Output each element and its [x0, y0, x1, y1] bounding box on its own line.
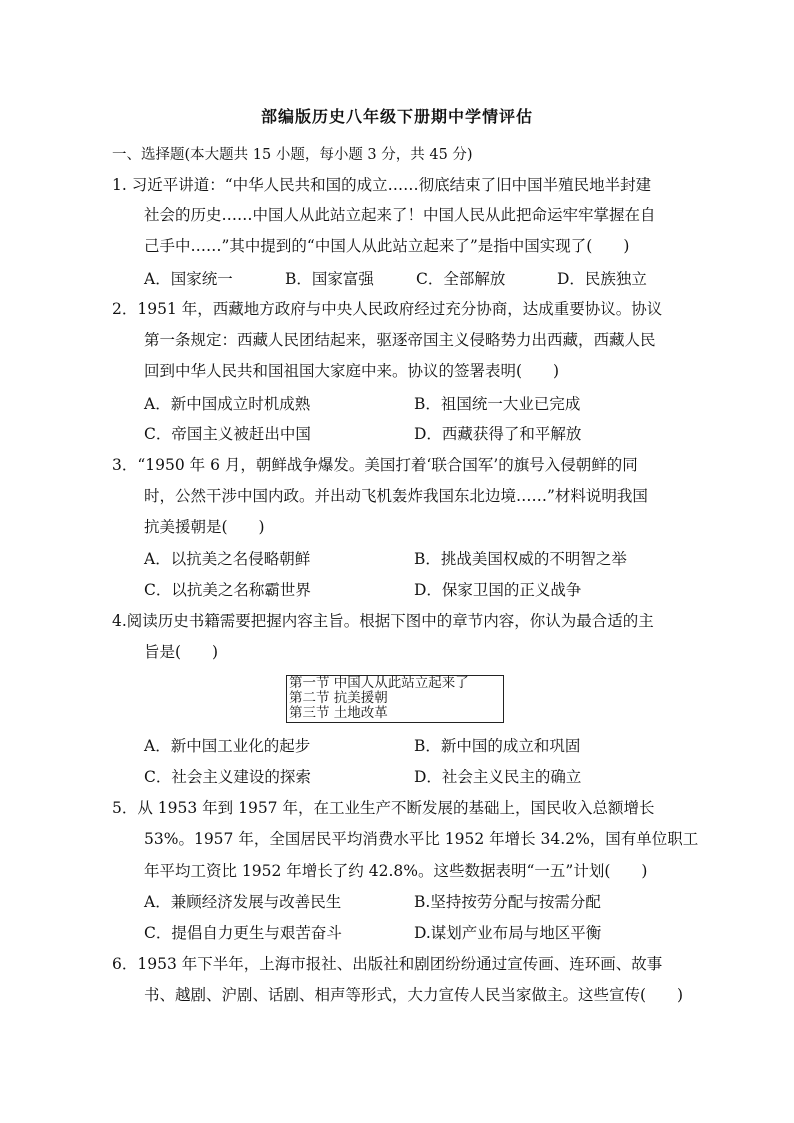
question-text-line: 书、越剧、沪剧、话剧、相声等形式，大力宣传人民当家做主。这些宣传( ) [144, 986, 684, 1004]
option-d[interactable]: D．保家卫国的正义战争 [414, 581, 582, 599]
option-b[interactable]: B．新中国的成立和巩固 [414, 737, 581, 755]
option-c[interactable]: C．帝国主义被赶出中国 [144, 425, 311, 443]
section-heading: 一、选择题(本大题共 15 小题，每小题 3 分，共 45 分) [112, 147, 473, 163]
option-d[interactable]: D．西藏获得了和平解放 [414, 425, 582, 443]
question-text-line: 第一条规定：西藏人民团结起来，驱逐帝国主义侵略势力出西藏，西藏人民 [144, 331, 656, 349]
option-b[interactable]: B．祖国统一大业已完成 [414, 395, 581, 413]
option-a[interactable]: A．国家统一 [144, 270, 233, 288]
question-text-line: 抗美援朝是( ) [144, 518, 265, 536]
question-number: 4.阅读历史书籍需要把握内容主旨。根据下图中的章节内容，你认为最合适的主 [112, 612, 654, 630]
option-d[interactable]: D．社会主义民主的确立 [414, 768, 582, 786]
chapter-section-1: 第一节 中国人从此站立起来了 [289, 675, 469, 691]
option-c[interactable]: C．全部解放 [416, 270, 506, 288]
question-text-line: 时，公然干涉中国内政。并出动飞机轰炸我国东北边境……”材料说明我国 [144, 487, 648, 505]
question-text-line: 年平均工资比 1952 年增长了约 42.8%。这些数据表明“一五”计划( ) [144, 862, 648, 880]
question-number: 3．“1950 年 6 月，朝鲜战争爆发。美国打着‘联合国军’的旗号入侵朝鲜的同 [112, 456, 638, 474]
question-text-line: “1950 年 6 月，朝鲜战争爆发。美国打着‘联合国军’的旗号入侵朝鲜的同 [137, 456, 638, 474]
option-d[interactable]: D.谋划产业布局与地区平衡 [414, 924, 602, 942]
option-a[interactable]: A．新中国工业化的起步 [144, 737, 311, 755]
option-b[interactable]: B．挑战美国权威的不明智之举 [414, 550, 627, 568]
question-number: 5．从 1953 年到 1957 年，在工业生产不断发展的基础上，国民收入总额增长 [112, 799, 655, 817]
option-a[interactable]: A．新中国成立时机成熟 [144, 395, 311, 413]
option-c[interactable]: C．社会主义建设的探索 [144, 768, 311, 786]
option-c[interactable]: C．提倡自力更生与艰苦奋斗 [144, 924, 342, 942]
chapter-section-3: 第三节 土地改革 [289, 705, 388, 721]
question-text-line: 1951 年，西藏地方政府与中央人民政府经过充分协商，达成重要协议。协议 [137, 300, 663, 318]
question-text-line: 回到中华人民共和国祖国大家庭中来。协议的签署表明( ) [144, 362, 560, 380]
question-text-line: 阅读历史书籍需要把握内容主旨。根据下图中的章节内容，你认为最合适的主 [126, 612, 654, 630]
chapter-section-2: 第二节 抗美援朝 [289, 690, 388, 706]
question-number: 2．1951 年，西藏地方政府与中央人民政府经过充分协商，达成重要协议。协议 [112, 300, 663, 318]
question-text-line: 旨是( ) [144, 643, 219, 661]
option-a[interactable]: A．以抗美之名侵略朝鲜 [144, 550, 311, 568]
question-number: 1. 习近平讲道：“中华人民共和国的成立……彻底结束了旧中国半殖民地半封建 [112, 176, 652, 194]
option-d[interactable]: D．民族独立 [557, 270, 647, 288]
page-title: 部编版历史八年级下册期中学情评估 [260, 107, 533, 126]
option-a[interactable]: A．兼顾经济发展与改善民生 [144, 893, 342, 911]
option-b[interactable]: B．国家富强 [285, 270, 374, 288]
option-b[interactable]: B.坚持按劳分配与按需分配 [414, 893, 601, 911]
question-text-line: 社会的历史……中国人从此站立起来了！中国人民从此把命运牢牢掌握在自 [144, 206, 656, 224]
question-text-line: 从 1953 年到 1957 年，在工业生产不断发展的基础上，国民收入总额增长 [137, 799, 655, 817]
option-c[interactable]: C．以抗美之名称霸世界 [144, 581, 311, 599]
question-text-line: 53%。1957 年，全国居民平均消费水平比 1952 年增长 34.2%，国有单位职工 [144, 830, 699, 848]
question-text-line: 习近平讲道：“中华人民共和国的成立……彻底结束了旧中国半殖民地半封建 [131, 176, 652, 194]
question-text-line: 己手中……”其中提到的“中国人从此站立起来了”是指中国实现了( ) [144, 237, 630, 255]
question-text-line: 1953 年下半年，上海市报社、出版社和剧团纷纷通过宣传画、连环画、故事 [137, 955, 663, 973]
chapter-figure [286, 675, 504, 723]
question-number: 6．1953 年下半年，上海市报社、出版社和剧团纷纷通过宣传画、连环画、故事 [112, 955, 663, 973]
